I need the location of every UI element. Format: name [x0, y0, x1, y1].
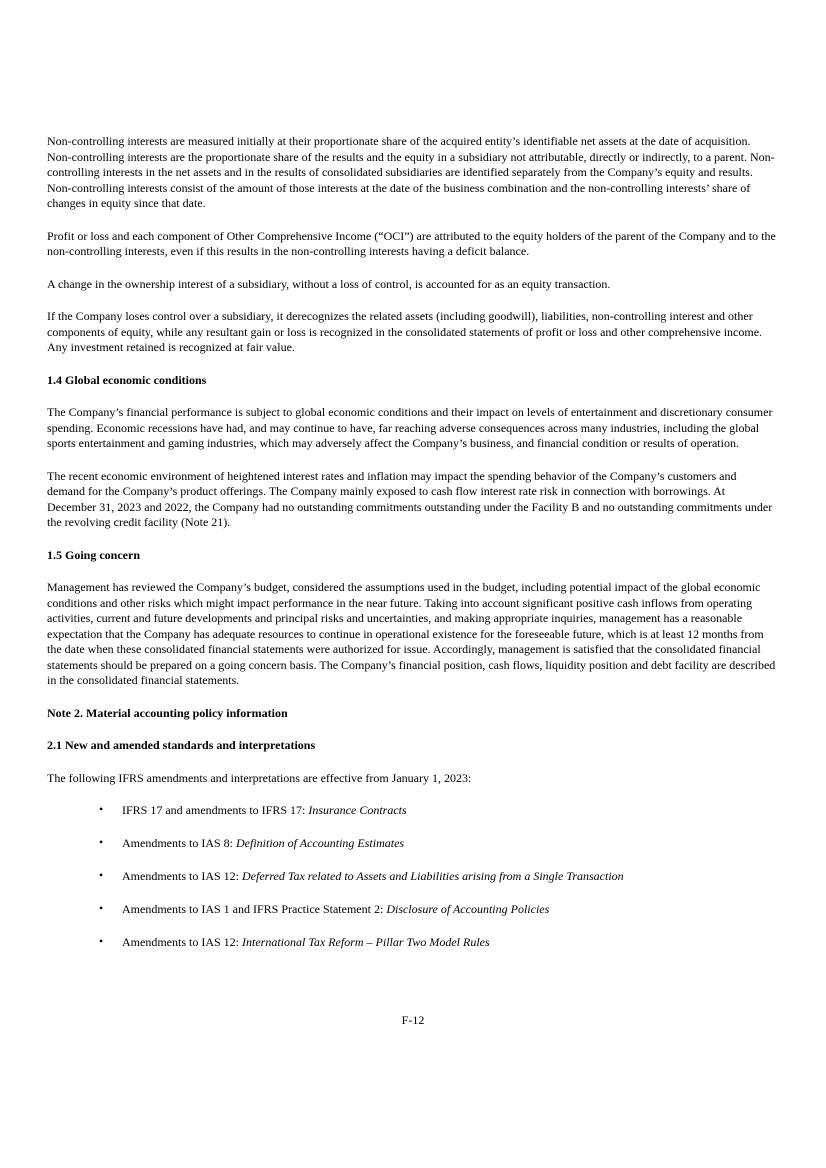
paragraph-interest-rate-risk: The recent economic environment of heightened interest rates and inflation may impact the spending behavior of the Company’s customers and demand for the Company’s product offerings. The Company mainly exposed to cash flow interest rate risk in connection with borrowings. At December 31, 2023 and 2022, the Company had no outstanding commitments outstanding under the Facility B and no outstanding commitments under the revolving credit facility (Note 21). — [47, 468, 773, 529]
list-item-ias-1-practice-statement-2 — [47, 902, 777, 918]
bullet-icon: • — [99, 835, 104, 849]
list-item-text: Amendments to IAS 12: — [122, 935, 242, 949]
list-item-text: Amendments to IAS 1 and IFRS Practice Statement 2: — [122, 902, 387, 916]
paragraph-ifrs-effective-date: The following IFRS amendments and interpretations are effective from January 1, 2023: — [47, 770, 472, 785]
document-body — [47, 134, 777, 968]
paragraph-loss-of-control: If the Company loses control over a subsidiary, it derecognizes the related assets (including goodwill), liabilities, non-controlling interest and other components of equity, while any resultant gain or loss is recognized in the consolidated statements of profit or loss and other comprehensive income. Any investment retained is recognized at fair value. — [47, 309, 763, 354]
list-item-text: Amendments to IAS 12: — [122, 869, 242, 883]
paragraph-non-controlling-interests: Non-controlling interests are measured initially at their proportionate share of the acquired entity’s identifiable net assets at the date of acquisition. Non-controlling interests are the proportionate share of the results and the equity in a subsidiary not attributable, directly or indirectly, to a parent. Non-controlling interests in the net assets and in the results of consolidated subsidiaries are identified separately from the Company’s equity and results. Non-controlling interests consist of the amount of those interests at the date of the business combination and the non-controlling interests’ share of changes in equity since that date. — [47, 134, 775, 210]
heading-note-2-material-accounting-policy: Note 2. Material accounting policy information — [47, 705, 288, 720]
paragraph-oci-attribution: Profit or loss and each component of Other Comprehensive Income (“OCI”) are attributed to the equity holders of the parent of the Company and to the non-controlling interests, even if this results in the non-controlling interests having a deficit balance. — [47, 228, 776, 258]
heading-new-amended-standards: 2.1 New and amended standards and interpretations — [47, 738, 316, 752]
bullet-icon: • — [99, 868, 104, 882]
heading-going-concern: 1.5 Going concern — [47, 547, 140, 562]
list-item-ias-12-deferred-tax — [47, 869, 777, 885]
list-item-ias-8 — [47, 836, 777, 852]
heading-global-economic-conditions: 1.4 Global economic conditions — [47, 372, 207, 387]
list-item-text: IFRS 17 and amendments to IFRS 17: — [122, 803, 309, 817]
list-item-standard-title: Insurance Contracts — [308, 803, 407, 817]
list-item-standard-title: Deferred Tax related to Assets and Liabilities arising from a Single Transaction — [242, 869, 624, 883]
paragraph-going-concern-assessment: Management has reviewed the Company’s budget, considered the assumptions used in the budget, including potential impact of the global economic conditions and other risks which might impact performance in the near future. Taking into account significant positive cash inflows from operating activities, current and future developments and principal risks and uncertainties, and making appropriate inquiries, management has a reasonable expectation that the Company has adequate resources to continue in operational existence for the foreseeable future, which is at least 12 months from the date when these consolidated financial statements were authorized for issue. Accordingly, management is satisfied that the consolidated financial statements should be prepared on a going concern basis. The Company’s financial position, cash flows, liquidity position and debt facility are described in the consolidated financial statements. — [47, 580, 776, 687]
list-item-standard-title: Definition of Accounting Estimates — [236, 836, 405, 850]
list-item-text: Amendments to IAS 8: — [122, 836, 236, 850]
list-item-standard-title: Disclosure of Accounting Policies — [386, 902, 550, 916]
list-item-standard-title: International Tax Reform – Pillar Two Model Rules — [242, 935, 490, 949]
list-item-ifrs-17 — [47, 803, 777, 819]
list-item-ias-12-pillar-two — [47, 935, 777, 951]
paragraph-financial-performance: The Company’s financial performance is subject to global economic conditions and their impact on levels of entertainment and discretionary consumer spending. Economic recessions have had, and may continue to have, far reaching adverse consequences across many industries, including the global sports entertainment and gaming industries, which may adversely affect the Company’s business, and financial condition or results of operation. — [47, 405, 773, 450]
bullet-icon: • — [99, 802, 104, 816]
ifrs-amendments-list — [47, 803, 777, 951]
page-number: F-12 — [401, 1013, 425, 1027]
bullet-icon: • — [99, 901, 104, 915]
paragraph-ownership-change: A change in the ownership interest of a subsidiary, without a loss of control, is accounted for as an equity transaction. — [47, 276, 611, 291]
bullet-icon: • — [99, 934, 104, 948]
